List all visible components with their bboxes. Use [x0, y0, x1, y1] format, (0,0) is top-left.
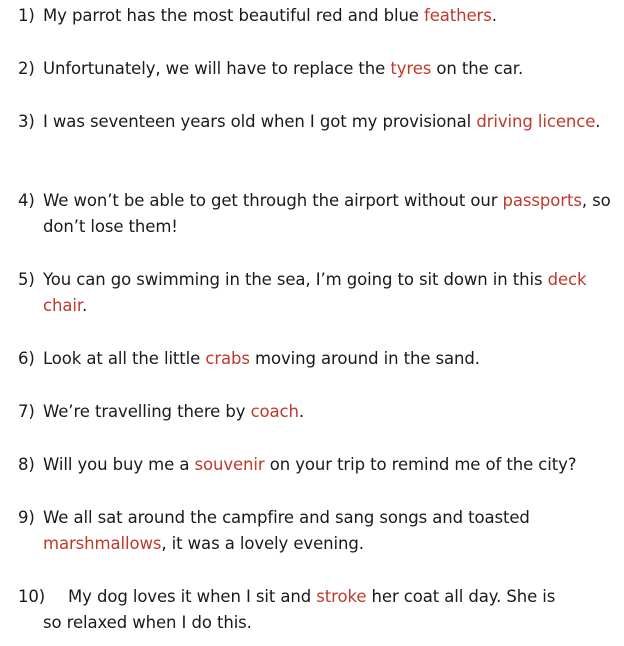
list-item-1 [18, 3, 618, 29]
list-item-10 [18, 584, 618, 636]
list-item-3 [18, 109, 618, 135]
vocabulary-word: driving licence [476, 112, 596, 131]
vocabulary-word: tyres [390, 59, 432, 78]
list-item-6 [18, 346, 618, 372]
item-text: My dog loves it when I sit and stroke her coat all day. She is so relaxed when I do this. [43, 587, 556, 632]
item-text: You can go swimming in the sea, I’m going to sit down in this deck chair. [43, 270, 587, 315]
item-text: My parrot has the most beautiful red and blue feathers. [43, 6, 497, 25]
item-number: 6) [18, 349, 35, 368]
vocabulary-word: coach [250, 402, 299, 421]
item-number: 4) [18, 191, 35, 210]
item-text: We won’t be able to get through the airport without our passports, so don’t lose them! [43, 191, 611, 236]
item-text: Look at all the little crabs moving around in the sand. [43, 349, 480, 368]
item-number: 7) [18, 402, 35, 421]
item-text: We all sat around the campfire and sang songs and toasted marshmallows, it was a lovely evening. [43, 508, 530, 553]
item-number: 10) [18, 587, 46, 606]
item-number: 8) [18, 455, 35, 474]
item-number: 2) [18, 59, 35, 78]
list-item-9 [18, 505, 618, 557]
item-number: 5) [18, 270, 35, 289]
list-item-2 [18, 56, 618, 82]
list-item-7 [18, 399, 618, 425]
item-number: 3) [18, 112, 35, 131]
item-text: I was seventeen years old when I got my provisional driving licence. [43, 112, 601, 131]
vocabulary-word: marshmallows [43, 534, 162, 553]
vocabulary-word: passports [502, 191, 582, 210]
vocabulary-word: feathers [424, 6, 492, 25]
item-number: 9) [18, 508, 35, 527]
item-number: 1) [18, 6, 35, 25]
item-text: Unfortunately, we will have to replace the tyres on the car. [43, 59, 524, 78]
vocabulary-word: crabs [205, 349, 250, 368]
vocabulary-word: stroke [316, 587, 367, 606]
list-item-8 [18, 452, 618, 478]
item-text: Will you buy me a souvenir on your trip to remind me of the city? [43, 455, 577, 474]
item-text: We’re travelling there by coach. [43, 402, 305, 421]
list-item-5 [18, 267, 618, 319]
vocabulary-word: deck chair [43, 270, 587, 315]
list-item-4 [18, 188, 618, 240]
vocabulary-word: souvenir [194, 455, 265, 474]
